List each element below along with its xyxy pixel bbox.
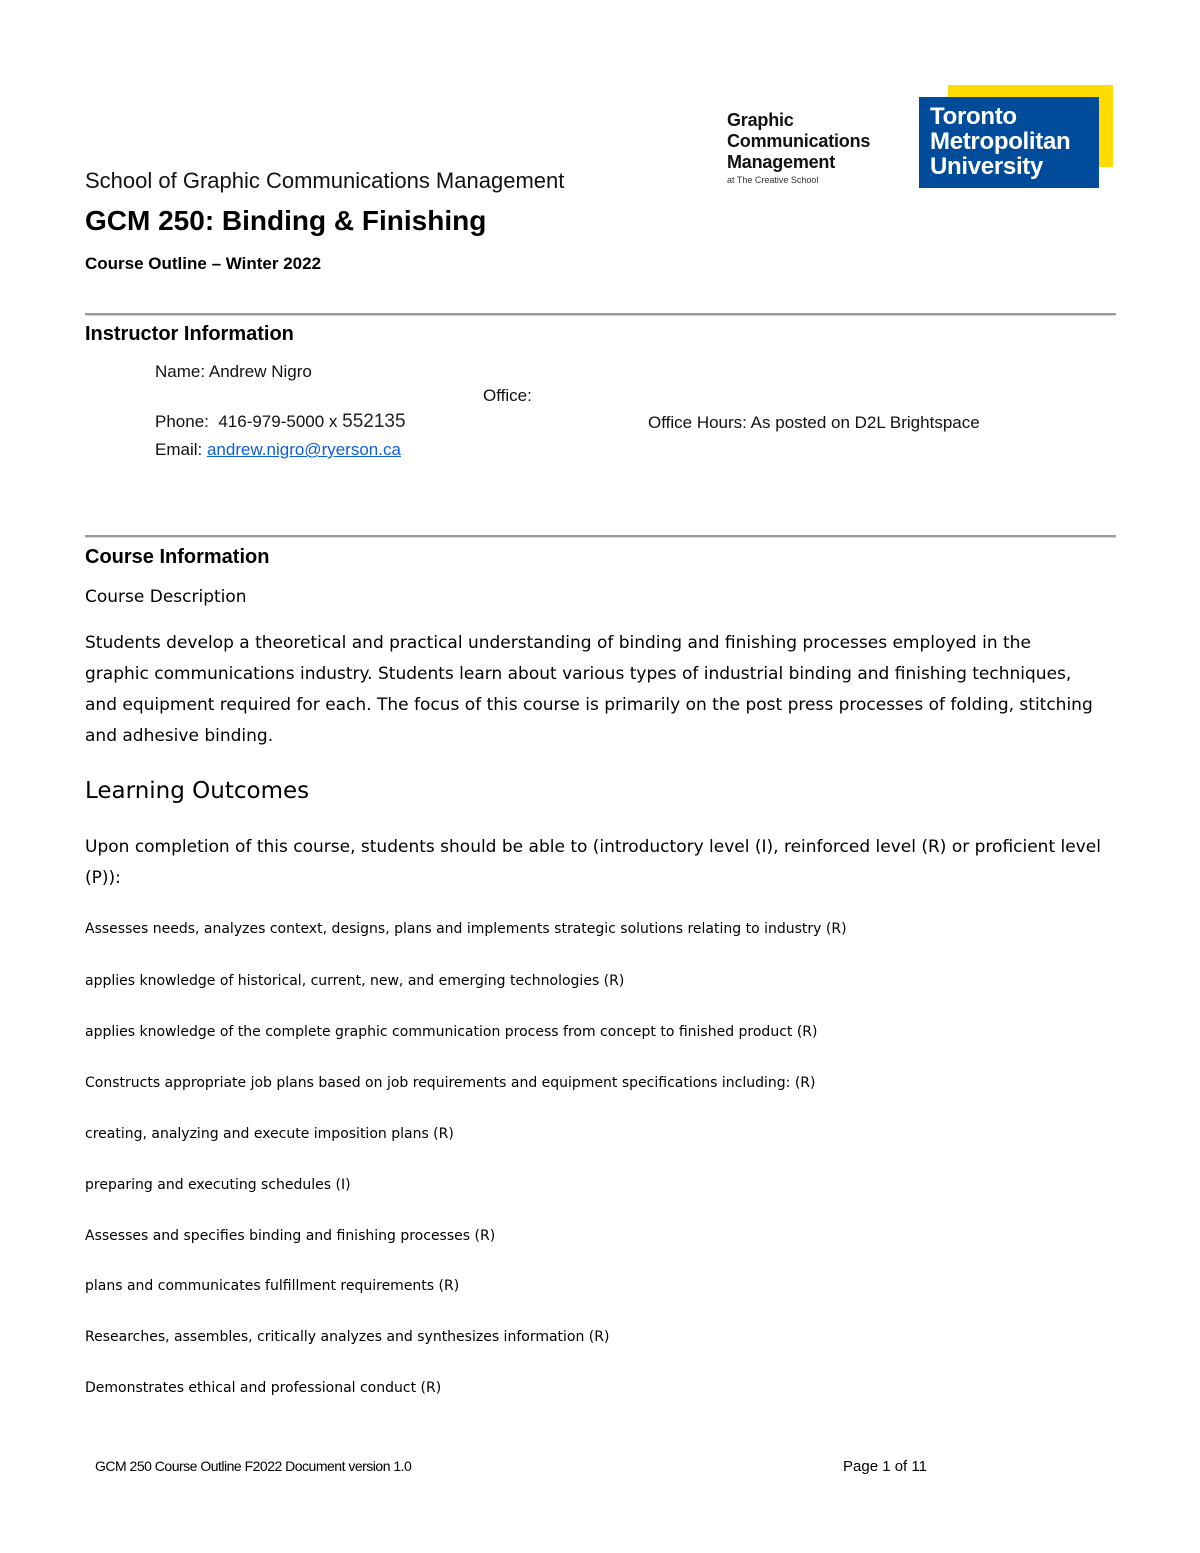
gcm-logo bbox=[727, 110, 870, 186]
outcome-item: Assesses and specifies binding and finishing processes (R) bbox=[85, 1228, 496, 1244]
course-description-label: Course Description bbox=[85, 587, 247, 607]
gcm-logo-line3: Management bbox=[727, 152, 836, 172]
gcm-logo-line2: Communications bbox=[727, 131, 871, 151]
outcome-item: Researches, assembles, critically analyzes and synthesizes information (R) bbox=[85, 1329, 610, 1345]
footer-page-number: Page 1 of 11 bbox=[843, 1458, 927, 1475]
tmu-logo-line3: University bbox=[930, 153, 1044, 180]
outcome-item: applies knowledge of the complete graphic communication process from concept to finished product (R) bbox=[85, 1024, 818, 1040]
learning-outcomes-heading: Learning Outcomes bbox=[85, 778, 310, 804]
instructor-office: Office: bbox=[483, 386, 532, 405]
outline-subtitle: Course Outline – Winter 2022 bbox=[85, 254, 322, 273]
outcome-item: creating, analyzing and execute imposition plans (R) bbox=[85, 1126, 454, 1142]
school-name: School of Graphic Communications Management bbox=[85, 168, 565, 193]
divider bbox=[85, 313, 1116, 316]
tmu-logo-line1: Toronto bbox=[930, 103, 1017, 130]
phone-extension: 552135 bbox=[342, 411, 406, 432]
outcome-item: Constructs appropriate job plans based on job requirements and equipment specifications including: (R) bbox=[85, 1075, 816, 1091]
course-info-heading: Course Information bbox=[85, 546, 270, 568]
outcome-item: plans and communicates fulfillment requirements (R) bbox=[85, 1278, 460, 1294]
instructor-heading: Instructor Information bbox=[85, 323, 294, 345]
gcm-logo-subline: at The Creative School bbox=[727, 175, 819, 185]
divider bbox=[85, 535, 1116, 538]
outcome-item: Assesses needs, analyzes context, designs, plans and implements strategic solutions relating to industry (R) bbox=[85, 921, 847, 937]
email-label: Email: bbox=[155, 440, 207, 459]
footer-document-info: GCM 250 Course Outline F2022 Document version 1.0 bbox=[95, 1458, 412, 1474]
phone-label: Phone: 416-979-5000 x bbox=[155, 412, 343, 431]
gcm-logo-line1: Graphic bbox=[727, 110, 794, 130]
email-link[interactable]: andrew.nigro@ryerson.ca bbox=[206, 440, 401, 459]
learning-outcomes-intro: Upon completion of this course, students should be able to (introductory level (I), reinforced level (R) or proficient level (P)): bbox=[85, 837, 1101, 888]
course-description: Students develop a theoretical and practical understanding of binding and finishing processes employed in the graphic communications industry. Students learn about various types of industrial binding and finishing techniques, and equipment required for each. The focus of this course is primarily on the post press processes of folding, stitching and adhesive binding. bbox=[85, 633, 1093, 746]
instructor-office-hours: Office Hours: As posted on D2L Brightspace bbox=[648, 413, 980, 432]
instructor-name: Name: Andrew Nigro bbox=[155, 362, 312, 381]
tmu-logo-text bbox=[930, 104, 1070, 179]
outcome-item: applies knowledge of historical, current, new, and emerging technologies (R) bbox=[85, 973, 625, 989]
tmu-logo-line2: Metropolitan bbox=[930, 128, 1071, 155]
instructor-email bbox=[155, 440, 401, 460]
outcome-item: Demonstrates ethical and professional conduct (R) bbox=[85, 1380, 442, 1396]
instructor-phone bbox=[155, 411, 406, 433]
course-title: GCM 250: Binding & Finishing bbox=[85, 205, 487, 236]
outcome-item: preparing and executing schedules (I) bbox=[85, 1177, 351, 1193]
